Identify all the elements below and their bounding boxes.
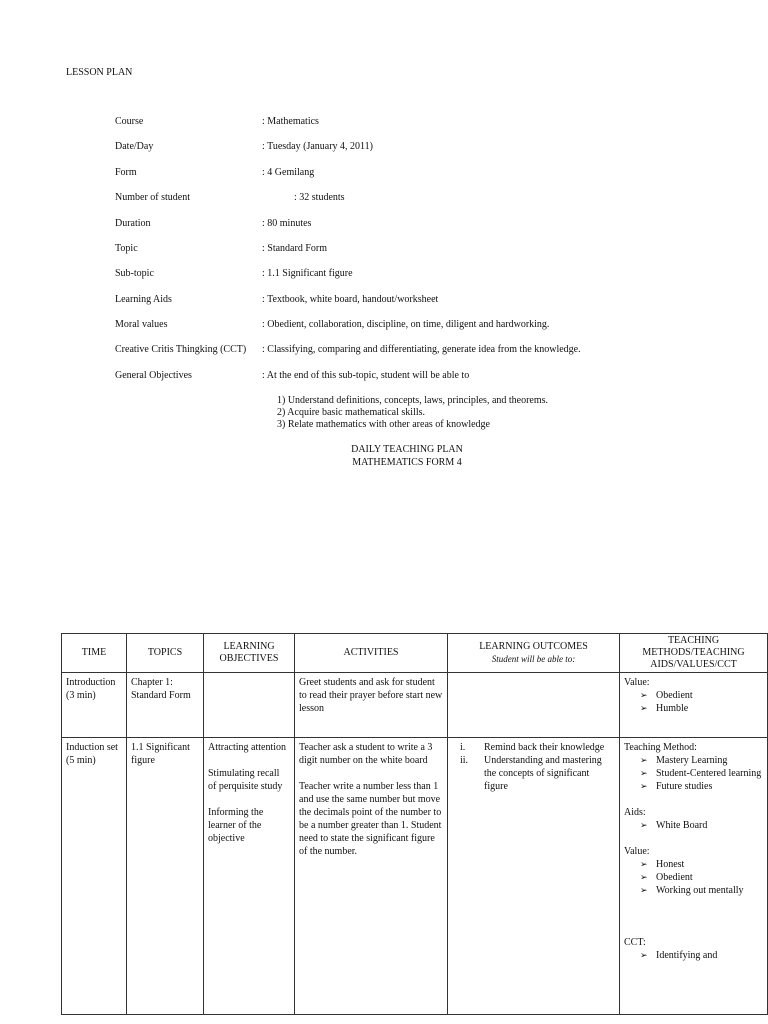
list-item: ➢ Obedient — [640, 871, 763, 884]
detail-value-students: : 32 students — [294, 192, 345, 203]
detail-label-subtopic: Sub-topic — [115, 268, 154, 279]
list-item: ➢ Mastery Learning — [640, 754, 763, 767]
table-header-row — [62, 634, 768, 673]
cell-objectives — [204, 738, 295, 1015]
teaching-plan-table — [61, 633, 768, 1015]
objective-text: Informing the learner of the objective — [208, 807, 264, 844]
header-activities: ACTIVITIES — [295, 634, 448, 673]
cell-time: Introduction (3 min) — [62, 673, 127, 738]
outcome-list — [452, 741, 615, 793]
detail-value-topic: : Standard Form — [262, 243, 327, 254]
list-item — [452, 754, 615, 793]
detail-value-general-objectives: : At the end of this sub-topic, student will be able to — [262, 370, 470, 381]
list-item: ➢ Student-Centered learning — [640, 767, 763, 780]
detail-value-subtopic: : 1.1 Significant figure — [262, 268, 353, 279]
objective-text: Stimulating recall of perquisite study — [208, 768, 283, 792]
value-list — [624, 689, 763, 715]
detail-label-general-objectives: General Objectives — [115, 370, 192, 381]
cell-outcomes — [448, 673, 620, 738]
header-learning-outcomes-title: LEARNING OUTCOMES — [479, 641, 588, 652]
table-row — [62, 738, 768, 1015]
value-list — [624, 858, 763, 897]
value-label: Value: — [624, 846, 650, 857]
cell-activities — [295, 738, 448, 1015]
detail-value-moral-values: : Obedient, collaboration, discipline, on time, diligent and hardworking. — [262, 319, 550, 330]
detail-label-cct: Creative Critis Thingking (CCT) — [115, 344, 247, 355]
aids-label: Aids: — [624, 807, 646, 818]
detail-label-topic: Topic — [115, 243, 138, 254]
outcome-number: ii. — [460, 755, 469, 766]
plan-subtitle: MATHEMATICS FORM 4 — [352, 457, 462, 468]
cell-objectives — [204, 673, 295, 738]
header-learning-outcomes-sub: Student will be able to: — [491, 654, 576, 664]
detail-value-course: : Mathematics — [262, 116, 319, 127]
objective-item: 1) Understand definitions, concepts, laws, principles, and theorems. — [277, 395, 549, 406]
header-teaching-methods: TEACHING METHODS/TEACHING AIDS/VALUES/CCT — [620, 634, 768, 673]
detail-label-form: Form — [115, 167, 137, 178]
detail-label-course: Course — [115, 116, 144, 127]
header-learning-outcomes — [448, 634, 620, 673]
cell-topics: Chapter 1: Standard Form — [127, 673, 204, 738]
header-learning-objectives: LEARNING OBJECTIVES — [204, 634, 295, 673]
list-item: ➢ Working out mentally — [640, 884, 763, 897]
header-time: TIME — [62, 634, 127, 673]
detail-value-cct: : Classifying, comparing and differentiating, generate idea from the knowledge. — [262, 344, 581, 355]
objective-item: 3) Relate mathematics with other areas of knowledge — [277, 419, 490, 430]
detail-label-moral-values: Moral values — [115, 319, 168, 330]
cell-activities: Greet students and ask for student to read their prayer before start new lesson — [295, 673, 448, 738]
list-item: ➢ Humble — [640, 702, 763, 715]
cell-topics: 1.1 Significant figure — [127, 738, 204, 1015]
objective-item: 2) Acquire basic mathematical skills. — [277, 407, 426, 418]
list-item: ➢ Identifying and — [640, 949, 763, 962]
objective-text: Attracting attention — [208, 742, 287, 753]
detail-value-duration: : 80 minutes — [262, 218, 312, 229]
outcome-text: Remind back their knowledge — [484, 742, 605, 753]
detail-label-duration: Duration — [115, 218, 151, 229]
detail-value-date: : Tuesday (January 4, 2011) — [262, 141, 374, 152]
activity-text: Teacher ask a student to write a 3 digit number on the white board — [299, 742, 433, 766]
list-item: ➢ Obedient — [640, 689, 763, 702]
list-item: ➢ Future studies — [640, 780, 763, 793]
table-row — [62, 673, 768, 738]
list-item: ➢ Honest — [640, 858, 763, 871]
header-topics: TOPICS — [127, 634, 204, 673]
cell-teaching-methods — [620, 738, 768, 1015]
aids-list — [624, 819, 763, 832]
cct-label: CCT: — [624, 937, 646, 948]
cell-time: Induction set (5 min) — [62, 738, 127, 1015]
value-label: Value: — [624, 677, 650, 688]
plan-title: DAILY TEACHING PLAN — [351, 444, 463, 455]
cell-teaching-methods — [620, 673, 768, 738]
detail-value-learning-aids: : Textbook, white board, handout/worksheet — [262, 294, 439, 305]
cct-list — [624, 949, 763, 962]
detail-value-form: : 4 Gemilang — [262, 167, 315, 178]
document-title: LESSON PLAN — [66, 67, 133, 78]
outcome-text: Understanding and mastering the concepts of significant figure — [484, 755, 602, 792]
detail-label-date: Date/Day — [115, 141, 154, 152]
detail-label-learning-aids: Learning Aids — [115, 294, 172, 305]
method-label: Teaching Method: — [624, 742, 697, 753]
cell-outcomes — [448, 738, 620, 1015]
list-item — [452, 741, 615, 754]
method-list — [624, 754, 763, 793]
outcome-number: i. — [460, 742, 466, 753]
list-item: ➢ White Board — [640, 819, 763, 832]
detail-label-students: Number of student — [115, 192, 190, 203]
activity-text: Teacher write a number less than 1 and use the same number but move the decimals point of the number to be a number greater than 1. Student need to state the significant figure of the number. — [299, 781, 442, 857]
